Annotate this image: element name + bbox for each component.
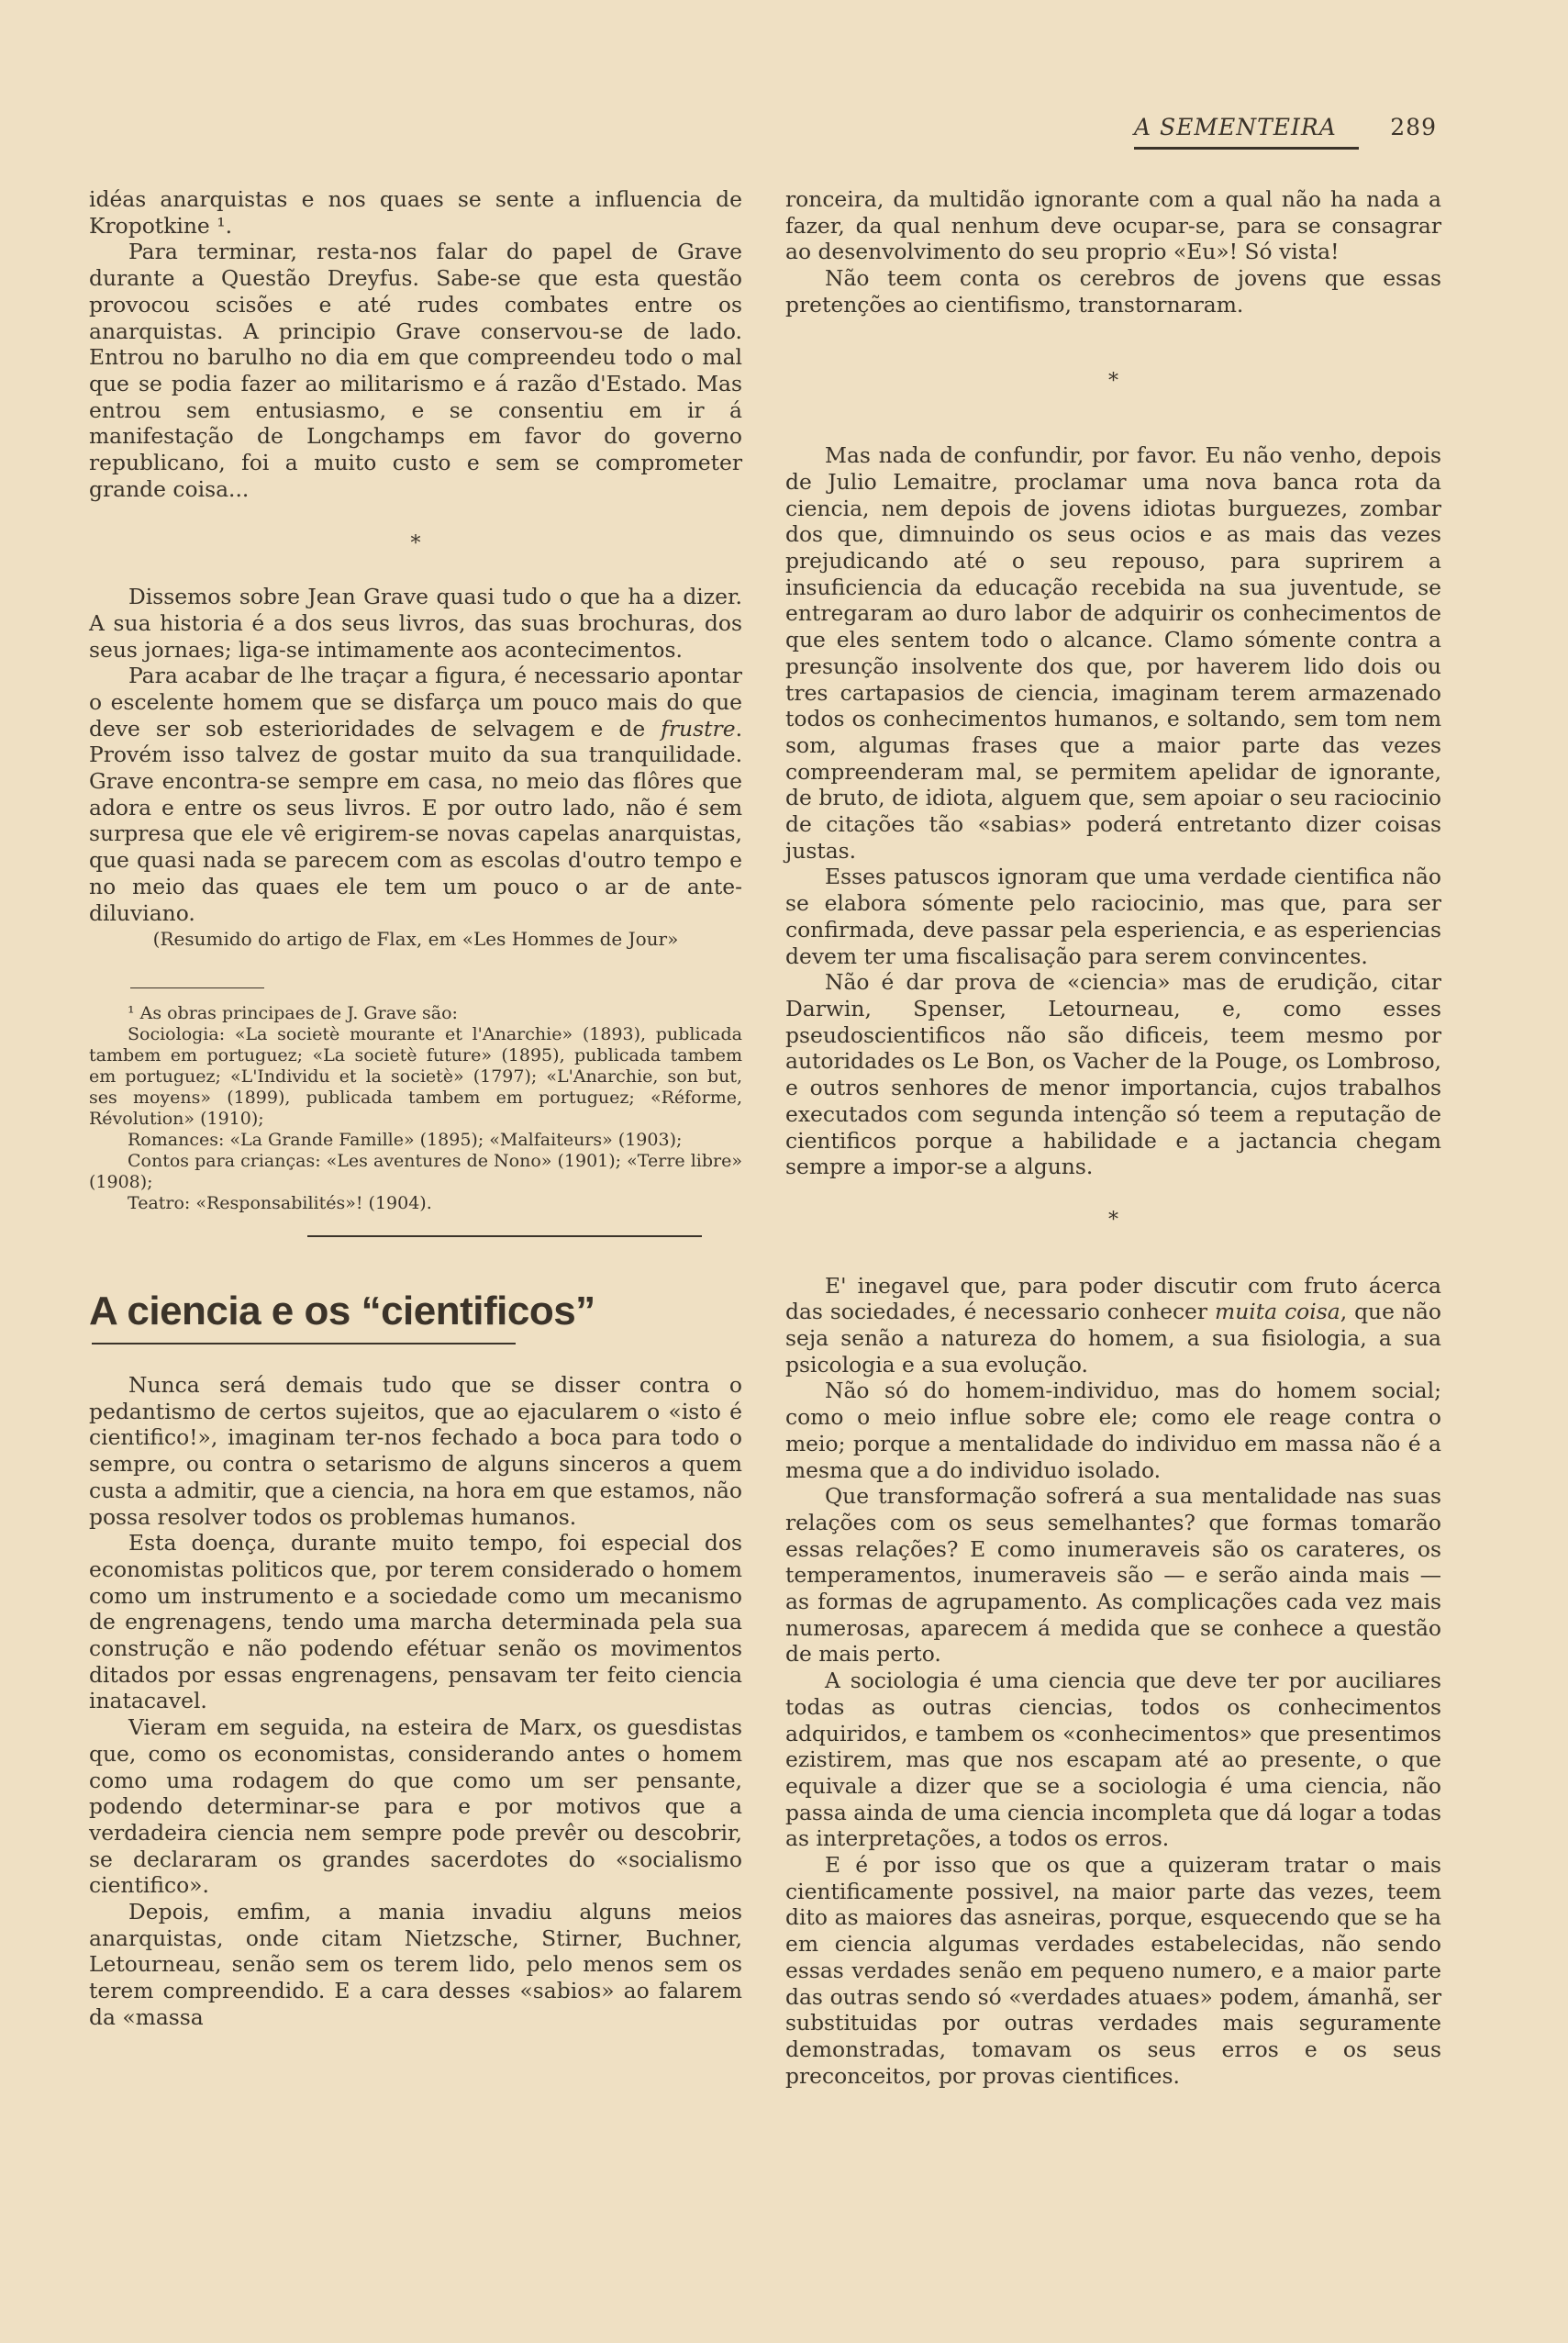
- journal-title: A SEMENTEIRA: [1134, 114, 1337, 140]
- paragraph: Nunca será demais tudo que se disser contra o pedantismo de certos sujeitos, que ao ejacularem o «isto é cientifico!», imaginam ter-nos fechado a boca para todo o sempre, ou contra o setarismo de alguns sinceros a quem custa a admitir, que a ciencia, na hora em que estamos, não possa resolver todos os problemas humanos.: [89, 1371, 742, 1530]
- paragraph: [785, 1273, 1441, 1378]
- paragraph: Para terminar, resta-nos falar do papel de Grave durante a Questão Dreyfus. Sabe-se que esta questão provocou scisões e até rudes combates entre os anarquistas. A principio Grave conservou-se de lado. Entrou no barulho no dia em que compreendeu todo o mal que se podia fazer ao militarismo e á razão d'Estado. Mas entrou sem entusiasmo, e se consentiu em ir á manifestação de Longchamps em favor do governo republicano, foi a muito custo e sem se comprometer grande coisa...: [89, 239, 742, 502]
- paragraph: E é por isso que os que a quizeram tratar o mais cientificamente possivel, na maior parte das vezes, teem dito as maiores das asneiras, porque, esquecendo que se ha em ciencia algumas verdades estabelecidas, não sendo essas verdades senão em pequeno numero, e a maior parte das outras sendo só «verdades atuaes» podem, ámanhã, ser substituidas por outras verdades mais seguramente demonstradas, tomavam os seus erros e os seus preconceitos, por provas cientifices.: [785, 1852, 1441, 2089]
- section-break-asterisk: *: [410, 532, 421, 556]
- paragraph: Esses patuscos ignoram que uma verdade cientifica não se elabora sómente pelo raciocinio, mas que, para ser confirmada, deve passar pela esperiencia, e as esperiencias devem ter uma fiscalisação para serem convincentes.: [785, 864, 1441, 969]
- paragraph: ronceira, da multidão ignorante com a qual não ha nada a fazer, da qual nenhum deve ocupar-se, para se consagrar ao desenvolvimento do seu proprio «Eu»! Só vista!: [785, 186, 1441, 265]
- text-run: E' inegavel que, para poder discutir com fruto ácerca das sociedades, é necessario conhecer: [785, 1272, 1441, 1325]
- paragraph: Não é dar prova de «ciencia» mas de erudição, citar Darwin, Spenser, Letourneau, e, como esses pseudoscientificos não são dificeis, teem mesmo por autoridades os Le Bon, os Vacher de la Pouge, os Lombroso, e outros senhores de menor importancia, cujos trabalhos executados com segunda intenção só teem a reputação de cientificos porque a habilidade e a jactancia chegam sempre a impor-se a alguns.: [785, 969, 1441, 1180]
- title-rule: [92, 1343, 516, 1344]
- paragraph: Que transformação sofrerá a sua mentalidade nas suas relações com os seus semelhantes? que formas tomarão essas relações? E como inumeraveis são os carateres, os temperamentos, inumeraveis são — e serão ainda mais — as formas de agrupamento. As complicações cada vez mais numerosas, aparecem á medida que se conhece a questão de mais perto.: [785, 1483, 1441, 1668]
- paragraph: Esta doença, durante muito tempo, foi especial dos economistas politicos que, por terem considerado o homem como um instrumento e a sociedade como um mecanismo de engrenagens, tendo uma marcha determinada pela sua construção e não podendo efétuar senão os movimentos ditados por essas engrenagens, pensavam ter feito ciencia inatacavel.: [89, 1530, 742, 1714]
- paragraph: A sociologia é uma ciencia que deve ter por auciliares todas as outras ciencias, todos os conhecimentos adquiridos, e tambem os «conhecimentos» que presentimos ezistirem, mas que nos escapam até ao presente, o que equivale a dizer que se a sociologia é uma ciencia, não passa ainda de uma ciencia incompleta que dá logar a todas as interpretações, a todos os erros.: [785, 1668, 1442, 1852]
- paragraph: Não teem conta os cerebros de jovens que essas pretenções ao cientifismo, transtornaram.: [785, 265, 1441, 318]
- paragraph: [89, 663, 742, 926]
- paragraph: Não só do homem-individuo, mas do homem social; como o meio influe sobre ele; como ele reage contra o meio; porque a mentalidade do individuo em massa não é a mesma que a do individuo isolado.: [785, 1378, 1441, 1483]
- divider-line: [307, 1235, 702, 1237]
- footnote-rule: [130, 987, 264, 988]
- left-column: [89, 186, 742, 2031]
- text-run: . Provém isso talvez de gostar muito da sua tranquilidade. Grave encontra-se sempre em casa, no meio das flôres que adora e entre os seus livros. E por outro lado, não é sem surpresa que ele vê erigirem-se novas capelas anarquistas, que quasi nada se parecem com as escolas d'outro tempo e no meio das quaes ele tem um pouco o ar de ante-diluviano.: [89, 715, 742, 926]
- page-number: 289: [1390, 114, 1437, 140]
- italic-word: frustre: [661, 715, 736, 742]
- footnote: Romances: «La Grande Famille» (1895); «Malfaiteurs» (1903);: [128, 1129, 683, 1150]
- footnote: ¹ As obras principaes de J. Grave são:: [128, 1002, 458, 1023]
- footnote: Teatro: «Responsabilités»! (1904).: [128, 1192, 432, 1213]
- right-column: [785, 186, 1441, 2089]
- footnote: Sociologia: «La societè mourante et l'Anarchie» (1893), publicada tambem em portuguez; «La societè future» (1895), publicada tambem em portuguez; «L'Individu et la societè» (1797); «L'Anarchie, son but, ses moyens» (1899), publicada tambem em portuguez; «Réforme, Révolution» (1910);: [89, 1023, 742, 1129]
- article-title: A ciencia e os “cientificos”: [89, 1288, 595, 1333]
- text-run: , que não seja senão a natureza do homem, a sua fisiologia, a sua psicologia e a sua evolução.: [785, 1299, 1442, 1378]
- header-rule: [1134, 147, 1359, 150]
- italic-phrase: muita coisa: [1215, 1299, 1340, 1325]
- decorative-divider: [89, 1214, 742, 1251]
- paragraph: idéas anarquistas e nos quaes se sente a influencia de Kropotkine ¹.: [89, 186, 742, 239]
- paragraph: Depois, emfim, a mania invadiu alguns meios anarquistas, onde citam Nietzsche, Stirner, Buchner, Letourneau, senão sem os terem lido, pelo menos sem os terem compreendido. E a cara desses «sabios» ao falarem da «massa: [89, 1899, 742, 2030]
- attribution: (Resumido do artigo de Flax, em «Les Hommes de Jour»: [152, 928, 679, 951]
- footnotes: [89, 1003, 742, 1214]
- paragraph: Vieram em seguida, na esteira de Marx, os guesdistas que, como os economistas, considerando antes o homem como uma rodagem do que como um ser pensante, podendo determinar-se para e por motivos que a verdadeira ciencia nem sempre pode prevêr ou descobrir, se declararam os grandes sacerdotes do «socialismo cientifico».: [89, 1714, 742, 1899]
- footnote: Contos para crianças: «Les aventures de Nono» (1901); «Terre libre» (1908);: [89, 1150, 742, 1192]
- section-break-asterisk: *: [1108, 1208, 1118, 1232]
- running-header: [1134, 108, 1437, 151]
- text-run: Para acabar de lhe traçar a figura, é necessario apontar o escelente homem que se disfarça um pouco mais do que deve ser sob esterioridades de selvagem e de: [89, 663, 742, 742]
- section-break-asterisk: *: [1108, 369, 1118, 393]
- paragraph: Mas nada de confundir, por favor. Eu não venho, depois de Julio Lemaitre, proclamar uma nova banca rota da ciencia, nem depois de jovens idiotas burguezes, zombar dos que, dimnuindo os seus ocios e as mais das vezes prejudicando até o seu repouso, para suprirem a insuficiencia da educação recebida na sua juventude, se entregaram ao duro labor de adquirir os conhecimentos de que eles sentem todo o alcance. Clamo sómente contra a presunção insolvente dos que, por haverem lido dois ou tres cartapasios de ciencia, imaginam terem armazenado todos os conhecimentos humanos, e soltando, sem tom nem som, algumas frases que a maior parte das vezes compreenderam mal, se permitem apelidar de ignorante, de bruto, de idiota, alguem que, sem apoiar o seu raciocinio de citações tão «sabias» poderá entretanto dizer coisas justas.: [785, 442, 1441, 864]
- paragraph: Dissemos sobre Jean Grave quasi tudo o que ha a dizer. A sua historia é a dos seus livros, das suas brochuras, dos seus jornaes; liga-se intimamente aos acontecimentos.: [89, 584, 742, 663]
